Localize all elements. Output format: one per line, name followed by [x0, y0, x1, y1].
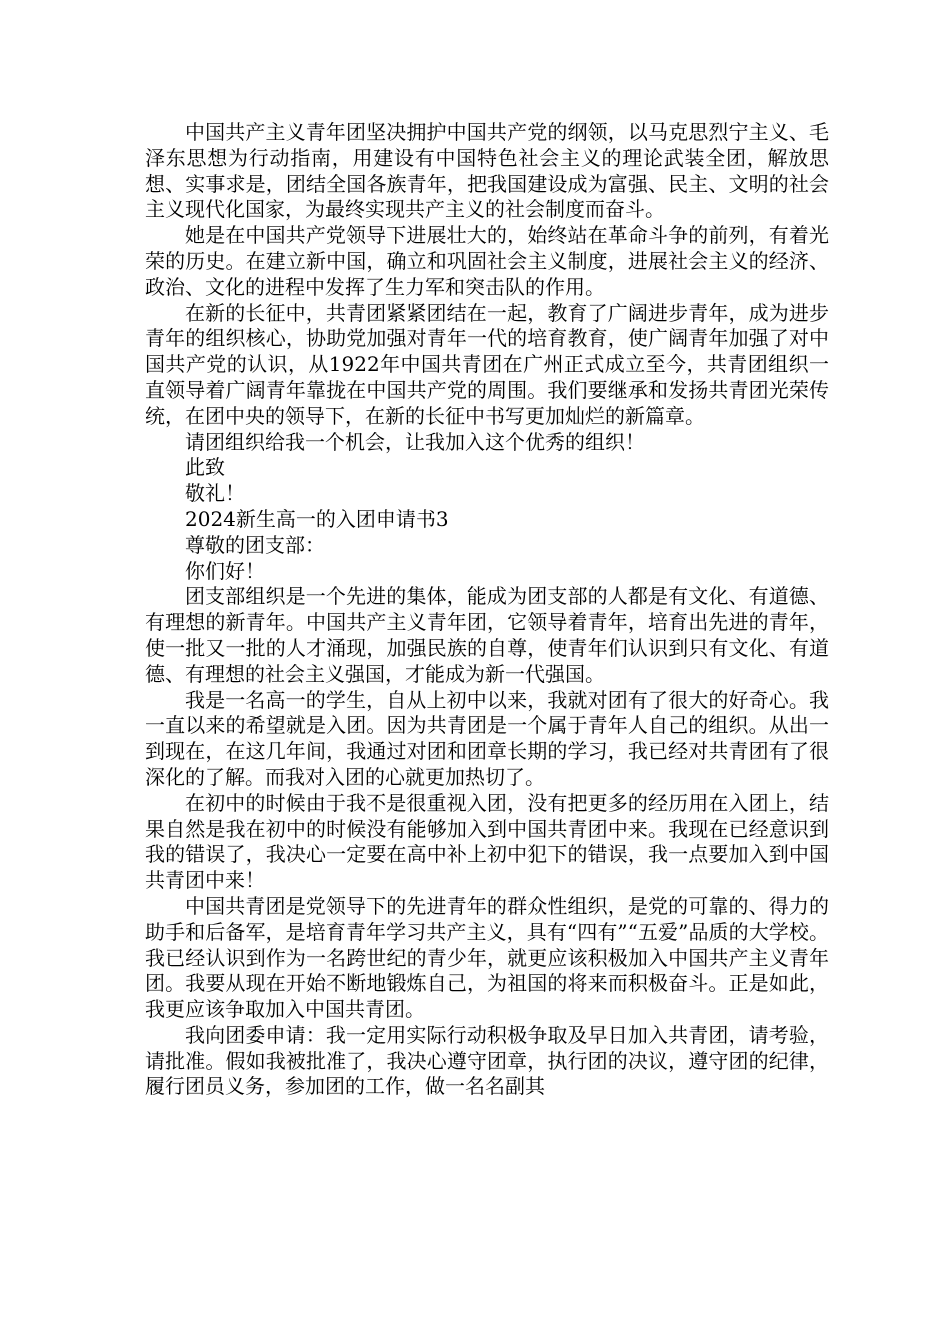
paragraph-league-nature: 中国共青团是党领导下的先进青年的群众性组织，是党的可靠的、得力的助手和后备军，是培育青年学习共产主义，具有“四有”“五爱”品质的大学校。我已经认识到作为一名跨世纪的青少年，就更应该积极加入中国共产主义青年团。我要从现在开始不断地锻炼自己，为祖国的将来而积极奋斗。正是如此，我更应该争取加入中国共青团。	[145, 893, 829, 1022]
closing-cizhi: 此致	[185, 455, 225, 480]
greeting: 你们好！	[185, 558, 265, 583]
closing-jingli: 敬礼！	[185, 481, 245, 506]
paragraph-application: 我向团委申请：我一定用实际行动积极争取及早日加入共青团，请考验，请批准。假如我被批准了，我决心遵守团章，执行团的决议，遵守团的纪律，履行团员义务，参加团的工作，做一名名副其	[145, 1022, 829, 1099]
paragraph-league-history: 她是在中国共产党领导下进展壮大的，始终站在革命斗争的前列，有着光荣的历史。在建立新中国，确立和巩固社会主义制度，进展社会主义的经济、政治、文化的进程中发挥了生力军和突击队的作用。	[145, 223, 829, 299]
salutation: 尊敬的团支部：	[185, 532, 325, 557]
paragraph-branch-organization: 团支部组织是一个先进的集体，能成为团支部的人都是有文化、有道德、有理想的新青年。中国共产主义青年团，它领导着青年，培育出先进的青年，使一批又一批的人才涌现，加强民族的自尊，使青年们认识到只有文化、有道德、有理想的社会主义强国，才能成为新一代强国。	[145, 584, 829, 686]
paragraph-request: 请团组织给我一个机会，让我加入这个优秀的组织！	[185, 429, 645, 454]
paragraph-new-long-march: 在新的长征中，共青团紧紧团结在一起，教育了广阔进步青年，成为进步青年的组织核心，协助党加强对青年一代的培育教育，使广阔青年加强了对中国共产党的认识，从1922年中国共青团在广州正式成立至今，共青团组织一直领导着广阔青年靠拢在中国共产党的周围。我们要继承和发扬共青团光荣传统，在团中央的领导下，在新的长征中书写更加灿烂的新篇章。	[145, 300, 829, 428]
section-heading: 2024新生高一的入团申请书3	[185, 506, 449, 531]
paragraph-student-intro: 我是一名高一的学生，自从上初中以来，我就对团有了很大的好奇心。我一直以来的希望就是入团。因为共青团是一个属于青年人自己的组织。从出一到现在，在这几年间，我通过对团和团章长期的学习，我已经对共青团有了很深化的了解。而我对入团的心就更加热切了。	[145, 687, 829, 789]
paragraph-league-program: 中国共产主义青年团坚决拥护中国共产党的纲领，以马克思烈宁主义、毛泽东思想为行动指南，用建设有中国特色社会主义的理论武装全团，解放思想、实事求是，团结全国各族青年，把我国建设成为富强、民主、文明的社会主义现代化国家，为最终实现共产主义的社会制度而奋斗。	[145, 120, 829, 222]
paragraph-junior-high: 在初中的时候由于我不是很重视入团，没有把更多的经历用在入团上，结果自然是我在初中的时候没有能够加入到中国共青团中来。我现在已经意识到我的错误了，我决心一定要在高中补上初中犯下的错误，我一点要加入到中国共青团中来！	[145, 790, 829, 893]
document-body	[145, 120, 829, 1100]
